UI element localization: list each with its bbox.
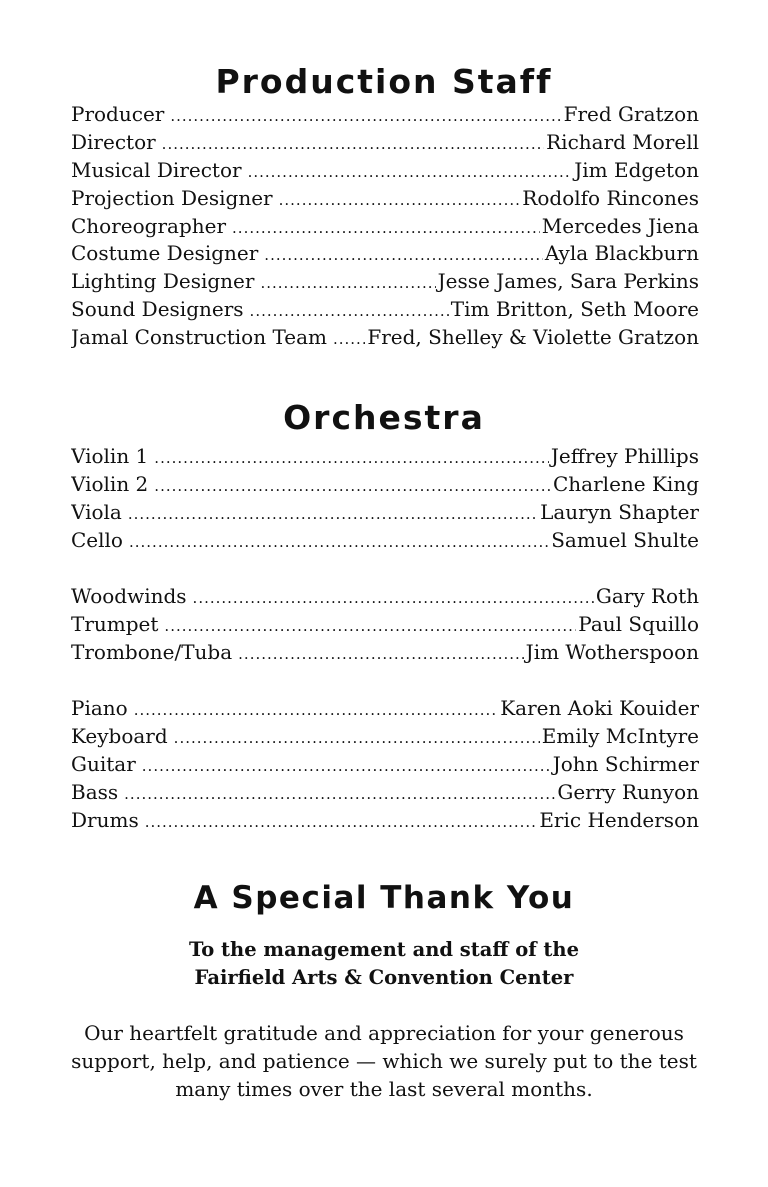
dot-leader <box>250 302 449 320</box>
credit-row <box>71 214 699 242</box>
credit-row <box>71 584 699 612</box>
credit-name: Mercedes Jiena <box>541 213 699 238</box>
credit-name: Jeffrey Phillips <box>550 444 699 468</box>
credit-row <box>71 724 699 752</box>
credit-name: Tim Britton, Seth Moore <box>450 297 699 322</box>
credit-name: Jim Edgeton <box>574 157 699 182</box>
dot-leader <box>174 729 540 747</box>
credit-name: Richard Morell <box>546 129 699 154</box>
credit-name: Karen Aoki Kouider <box>500 696 699 720</box>
thank-you-message-line: Our heartfelt gratitude and appreciation for your generous <box>84 1021 684 1045</box>
orchestra-rhythm-list <box>71 696 699 835</box>
credit-row <box>71 780 699 808</box>
dot-leader <box>238 645 524 663</box>
credit-name: Emily McIntyre <box>541 723 699 748</box>
credit-role: Keyboard <box>71 723 168 748</box>
dot-leader <box>333 330 365 348</box>
credit-row <box>71 612 699 640</box>
production-staff-list <box>71 102 699 353</box>
dot-leader <box>129 533 549 551</box>
credit-row <box>71 528 699 556</box>
dot-leader <box>170 107 561 125</box>
credit-role: Violin 1 <box>71 444 149 468</box>
thank-you-subtitle-line: To the management and staff of the <box>188 938 579 961</box>
credit-role: Guitar <box>71 751 136 776</box>
credit-name: Gerry Runyon <box>557 779 699 804</box>
credit-name: Fred Gratzon <box>563 102 699 126</box>
production-staff-heading: Production Staff <box>215 62 553 101</box>
credit-name: Fred, Shelley & Violette Gratzon <box>367 325 699 350</box>
credit-name: John Schirmer <box>552 751 699 776</box>
dot-leader <box>145 813 538 831</box>
credit-row <box>71 640 699 668</box>
credit-name: Rodolfo Rincones <box>522 185 699 210</box>
thank-you-heading: A Special Thank You <box>193 880 575 916</box>
credit-row <box>71 241 699 269</box>
credit-row <box>71 444 699 472</box>
dot-leader <box>134 701 499 719</box>
dot-leader <box>193 589 594 607</box>
orchestra-heading: Orchestra <box>283 398 485 437</box>
credit-role: Director <box>71 129 156 154</box>
credit-name: Samuel Shulte <box>551 527 699 552</box>
orchestra-winds-list <box>71 584 699 668</box>
credit-role: Piano <box>71 696 128 720</box>
dot-leader <box>264 246 543 264</box>
credit-role: Cello <box>71 527 123 552</box>
dot-leader <box>154 449 549 467</box>
credit-role: Jamal Construction Team <box>71 325 327 350</box>
credit-name: Lauryn Shapter <box>540 499 699 524</box>
thank-you-message-line: support, help, and patience — which we surely put to the test <box>71 1049 697 1073</box>
credit-name: Ayla Blackburn <box>544 241 699 266</box>
credit-row <box>71 325 699 353</box>
dot-leader <box>279 191 521 209</box>
dot-leader <box>154 477 551 495</box>
thank-you-subtitle-line: Fairfield Arts & Convention Center <box>194 966 574 989</box>
dot-leader <box>260 274 435 292</box>
credit-role: Sound Designers <box>71 297 244 322</box>
credit-role: Bass <box>71 779 119 804</box>
credit-name: Gary Roth <box>595 584 699 608</box>
credit-row <box>71 752 699 780</box>
credit-row <box>71 269 699 297</box>
credit-role: Drums <box>71 807 139 832</box>
dot-leader <box>128 505 538 523</box>
credit-role: Woodwinds <box>71 584 187 608</box>
credit-role: Projection Designer <box>71 185 273 210</box>
dot-leader <box>142 757 551 775</box>
dot-leader <box>162 135 544 153</box>
credit-row <box>71 297 699 325</box>
credit-name: Charlene King <box>553 471 699 496</box>
credit-role: Trumpet <box>71 611 159 636</box>
credit-role: Lighting Designer <box>71 269 255 294</box>
credit-row <box>71 696 699 724</box>
credit-name: Paul Squillo <box>578 611 699 636</box>
credit-role: Musical Director <box>71 157 242 182</box>
credit-row <box>71 102 699 130</box>
dot-leader <box>232 219 540 237</box>
credit-row <box>71 500 699 528</box>
credit-name: Jesse James, Sara Perkins <box>437 269 699 294</box>
credit-row <box>71 158 699 186</box>
dot-leader <box>248 163 573 181</box>
credit-role: Producer <box>71 102 165 126</box>
orchestra-strings-list <box>71 444 699 556</box>
credit-role: Viola <box>71 499 122 524</box>
credit-name: Eric Henderson <box>539 807 699 832</box>
credit-row <box>71 472 699 500</box>
credit-name: Jim Wotherspoon <box>525 639 699 664</box>
credit-role: Trombone/Tuba <box>71 639 233 664</box>
dot-leader <box>124 785 555 803</box>
credit-role: Violin 2 <box>71 471 149 496</box>
credit-row <box>71 808 699 836</box>
credit-role: Choreographer <box>71 213 227 238</box>
thank-you-message-line: many times over the last several months. <box>175 1077 593 1101</box>
dot-leader <box>164 617 576 635</box>
credit-row <box>71 130 699 158</box>
credit-row <box>71 186 699 214</box>
credit-role: Costume Designer <box>71 241 259 266</box>
